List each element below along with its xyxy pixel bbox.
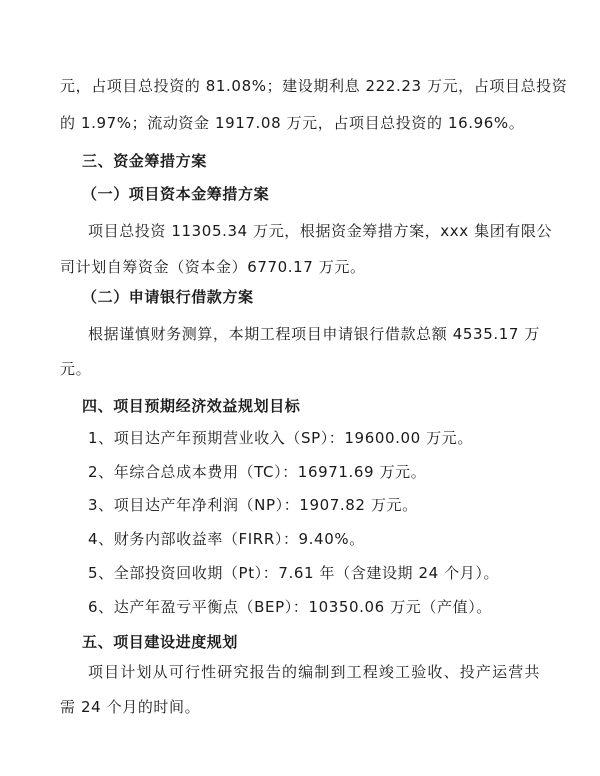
paragraph-investment-line-1: 元，占项目总投资的 81.08%；建设期利息 222.23 万元，占项目总投资 <box>60 77 568 95</box>
paragraph-schedule-line-1: 项目计划从可行性研究报告的编制到工程竣工验收、投产运营共 <box>88 663 540 681</box>
paragraph-loan-line-1: 根据谨慎财务测算，本期工程项目申请银行借款总额 4535.17 万 <box>88 325 540 343</box>
list-item-sp: 1、项目达产年预期营业收入（SP）：19600.00 万元。 <box>88 429 473 447</box>
list-item-firr: 4、财务内部收益率（FIRR）：9.40%。 <box>88 530 365 548</box>
list-item-np: 3、项目达产年净利润（NP）：1907.82 万元。 <box>88 496 418 514</box>
paragraph-schedule-line-2: 需 24 个月的时间。 <box>60 698 201 716</box>
paragraph-capital-line-1: 项目总投资 11305.34 万元，根据资金筹措方案，xxx 集团有限公 <box>88 222 553 240</box>
list-item-tc: 2、年综合总成本费用（TC）：16971.69 万元。 <box>88 463 427 481</box>
list-item-pt: 5、全部投资回收期（Pt）：7.61 年（含建设期 24 个月）。 <box>88 564 500 582</box>
list-item-bep: 6、达产年盈亏平衡点（BEP）：10350.06 万元（产值）。 <box>88 598 492 616</box>
subsection-heading-capital: （一）项目资本金筹措方案 <box>82 185 270 203</box>
section-heading-schedule: 五、项目建设进度规划 <box>82 633 239 651</box>
paragraph-loan-line-2: 元。 <box>60 360 92 378</box>
section-heading-economic-targets: 四、项目预期经济效益规划目标 <box>82 397 301 415</box>
paragraph-investment-line-2: 的 1.97%；流动资金 1917.08 万元，占项目总投资的 16.96%。 <box>60 114 525 132</box>
subsection-heading-bank-loan: （二）申请银行借款方案 <box>82 288 254 306</box>
paragraph-capital-line-2: 司计划自筹资金（资本金）6770.17 万元。 <box>60 258 366 276</box>
section-heading-funding: 三、资金筹措方案 <box>82 152 207 170</box>
